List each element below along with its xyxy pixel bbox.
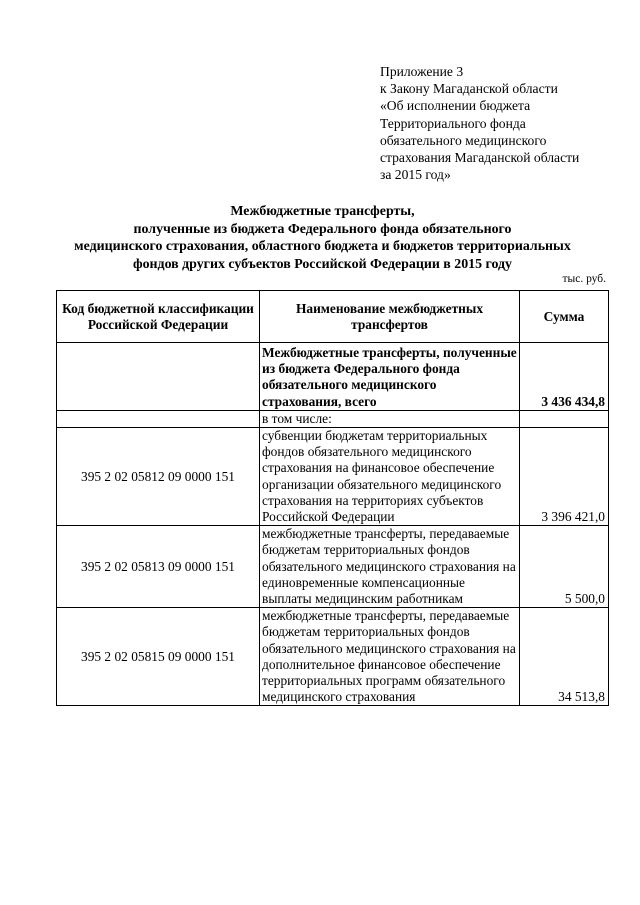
row-code: 395 2 02 05815 09 0000 151	[57, 608, 260, 706]
table-header-row	[57, 291, 609, 343]
row-name: межбюджетные трансферты, передаваемые бюджетам территориальных фондов обязательного медицинского страхования на единовременные компенсационные выплаты медицинским работникам	[260, 526, 520, 608]
appendix-line: Территориального фонда	[380, 115, 526, 131]
row-sum: 34 513,8	[520, 608, 609, 706]
appendix-line: к Закону Магаданской области	[380, 81, 558, 97]
appendix-line: Приложение 3	[380, 64, 464, 79]
units-label: тыс. руб.	[562, 273, 606, 285]
title-line: медицинского страхования, областного бюджета и бюджетов территориальных	[74, 239, 571, 255]
appendix-line: страхования Магаданской области	[380, 150, 580, 166]
table-row	[57, 526, 609, 608]
table-row	[57, 608, 609, 706]
appendix-line: за 2015 год»	[380, 167, 451, 183]
title-line: фондов других субъектов Российской Федерации в 2015 году	[132, 256, 513, 272]
header-name: Наименование межбюджетных трансфертов	[260, 291, 520, 343]
title-line: Межбюджетные трансферты,	[230, 204, 415, 219]
title-line: полученные из бюджета Федерального фонда обязательного	[133, 221, 512, 237]
total-code	[57, 343, 260, 411]
row-code: 395 2 02 05812 09 0000 151	[57, 428, 260, 526]
header-sum: Сумма	[520, 291, 609, 343]
row-name: межбюджетные трансферты, передаваемые бюджетам территориальных фондов обязательного медицинского страхования на дополнительное финансовое обеспечение территориальных программ обязательного медицинского страхования	[260, 608, 520, 706]
total-sum: 3 436 434,8	[520, 343, 609, 411]
total-name: Межбюджетные трансферты, полученные из бюджета Федерального фонда обязательного медицинского страхования, всего	[260, 343, 520, 411]
transfers-table	[56, 290, 609, 706]
row-sum: 5 500,0	[520, 526, 609, 608]
appendix-line: обязательного медицинского	[380, 132, 547, 148]
row-code: 395 2 02 05813 09 0000 151	[57, 526, 260, 608]
including-row	[57, 410, 609, 427]
total-row	[57, 343, 609, 411]
header-code: Код бюджетной классификации Российской Федерации	[57, 291, 260, 343]
including-code-cell	[57, 410, 260, 427]
row-name: субвенции бюджетам территориальных фондов обязательного медицинского страхования на финансовое обеспечение организации обязательного медицинского страхования на территориях субъектов Российской Федерации	[260, 428, 520, 526]
document-title	[40, 203, 605, 273]
appendix-note	[380, 63, 630, 183]
appendix-line: «Об исполнении бюджета	[380, 98, 531, 114]
row-sum: 3 396 421,0	[520, 428, 609, 526]
table-row	[57, 428, 609, 526]
including-label: в том числе:	[260, 410, 520, 427]
including-sum-cell	[520, 410, 609, 427]
